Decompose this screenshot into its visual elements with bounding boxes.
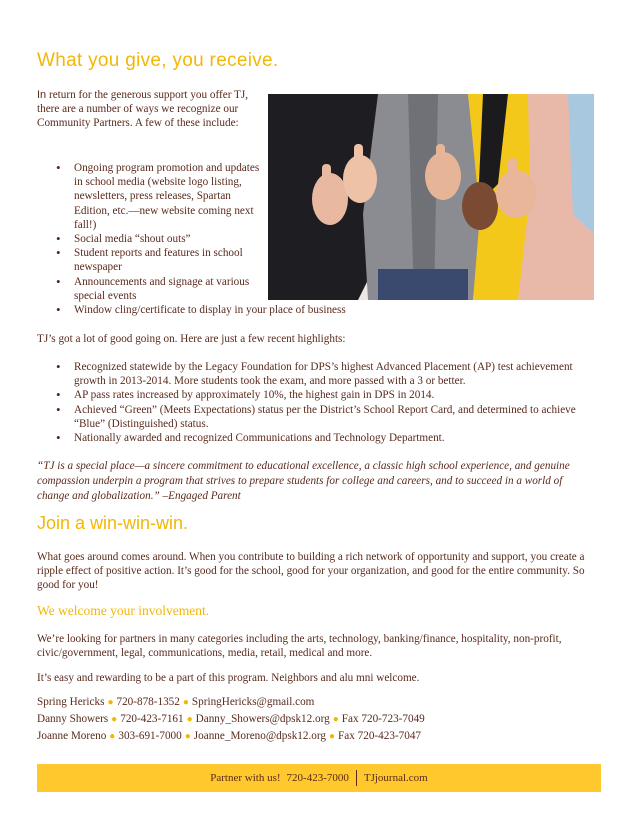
- benefits-list: [56, 161, 386, 317]
- bullet-dot-icon: ●: [111, 714, 118, 725]
- bullet-dot-icon: ●: [107, 697, 114, 708]
- bullet-dot-icon: ●: [184, 731, 191, 742]
- intro-text: return for the generous support you offer TJ, there are a number of ways we recognize our Community Partners. A few of these include:: [37, 89, 249, 130]
- contact-email[interactable]: SpringHericks@gmail.com: [191, 696, 315, 708]
- bullet-dot-icon: ●: [329, 731, 336, 742]
- list-item: • Student reports and features in school newspaper: [56, 246, 261, 274]
- footer-divider: [356, 770, 357, 786]
- list-item: • AP pass rates increased by approximately 10%, the highest gain in DPS in 2014.: [56, 388, 601, 402]
- contact-name: Spring Hericks: [37, 696, 105, 708]
- list-item: • Announcements and signage at various special events: [56, 275, 261, 303]
- intro-lead: In: [37, 89, 47, 101]
- contact-row: [37, 711, 601, 728]
- bullet-dot-icon: ●: [182, 697, 189, 708]
- contact-email[interactable]: Joanne_Moreno@dpsk12.org: [193, 730, 326, 742]
- list-item: • Achieved “Green” (Meets Expectations) status per the District’s School Report Card, and determined to achieve “Blue” (Distinguished) status.: [56, 403, 601, 431]
- contact-row: [37, 694, 601, 711]
- footer-website-link[interactable]: TJjournal.com: [363, 772, 428, 784]
- contact-fax: Fax 720-423-7047: [338, 730, 422, 742]
- list-item: • Ongoing program promotion and updates in school media (website logo listing, newsletters, press releases, Spartan Edition, etc.—new website coming next fall!): [56, 161, 261, 232]
- page-title: What you give, you receive.: [37, 50, 279, 71]
- contact-phone: 720-423-7161: [120, 713, 184, 725]
- footer-banner: [37, 764, 601, 792]
- bullet-dot-icon: ●: [332, 714, 339, 725]
- contact-name: Joanne Moreno: [37, 730, 107, 742]
- highlights-list: [56, 360, 601, 445]
- bullet-dot-icon: ●: [186, 714, 193, 725]
- section-heading-win: Join a win-win-win.: [37, 513, 189, 533]
- section-heading-involvement: We welcome your involvement.: [37, 603, 210, 618]
- highlights-intro: TJ’s got a lot of good going on. Here are just a few recent highlights:: [37, 333, 346, 345]
- intro-paragraph: [37, 88, 262, 131]
- bullet-dot-icon: ●: [109, 731, 116, 742]
- win-paragraph: What goes around comes around. When you contribute to building a rich network of opportunity and support, you create a ripple effect of positive action. It’s good for the school, good for your organization, and good for the entire community. So good for you!: [37, 551, 585, 592]
- contact-email[interactable]: Danny_Showers@dpsk12.org: [195, 713, 330, 725]
- list-item: • Window cling/certificate to display in your place of business: [56, 303, 386, 317]
- contact-row: [37, 728, 601, 745]
- contact-name: Danny Showers: [37, 713, 109, 725]
- footer-phone: 720-423-7000: [286, 772, 349, 784]
- contact-fax: Fax 720-723-7049: [341, 713, 425, 725]
- list-item: • Nationally awarded and recognized Communications and Technology Department.: [56, 431, 601, 445]
- contact-phone: 303-691-7000: [118, 730, 182, 742]
- list-item: • Recognized statewide by the Legacy Foundation for DPS’s highest Advanced Placement (AP) test achievement growth in 2013-2014. More students took the exam, and more passed with a 3 or better.: [56, 360, 601, 388]
- contact-phone: 720-878-1352: [116, 696, 180, 708]
- parent-quote: “TJ is a special place—a sincere commitment to educational excellence, a classic high school experience, and genuine compassion underpin a program that strives to prepare students for college and careers, and to succeed in a world of change and globalization.” –Engaged Parent: [37, 460, 570, 502]
- partners-paragraph: We’re looking for partners in many categories including the arts, technology, banking/finance, hospitality, non-profit, civic/government, legal, communications, media, retail, medical and more.: [37, 633, 562, 660]
- footer-cta: Partner with us!: [210, 772, 281, 784]
- contact-list: [37, 694, 601, 745]
- list-item: • Social media “shout outs”: [56, 232, 261, 246]
- easy-paragraph: It’s easy and rewarding to be a part of this program. Neighbors and alu mni welcome.: [37, 672, 420, 684]
